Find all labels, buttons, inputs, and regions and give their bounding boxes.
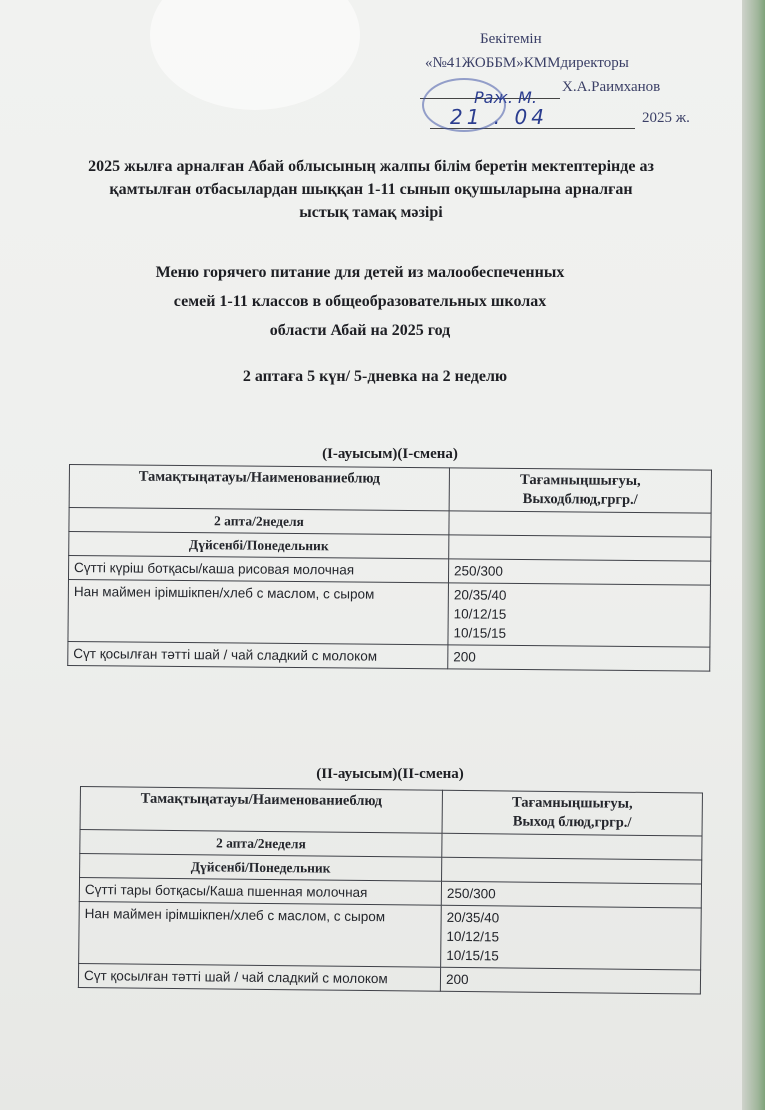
shift-title: (ІІ-ауысым)(ІІ-смена) [316,766,464,782]
header-dish-name: Тамақтыңатауы/Наименованиеблюд [69,465,449,511]
week-label: 2 апта/2неделя [69,508,449,535]
dish-yield [448,583,711,647]
title-russian [40,258,680,345]
header-dish-name: Тамақтыңатауы/Наименованиеблюд [80,787,442,834]
yield-value: 20/35/40 [453,587,507,603]
title-russian-line: семей 1-11 классов в общеобразовательных школах [173,293,547,310]
day-label: Дүйсенбі/Понедельник [69,532,449,559]
empty-cell [442,857,702,884]
schedule-subtitle: 2 аптаға 5 күн/ 5-дневка на 2 неделю [242,368,508,385]
dish-name: Сүт қосылған тәтті шай / чай сладкий с молоком [68,641,448,668]
title-kazakh-line: 2025 жылға арналған Абай облысының жалпы білім беретін мектептерінде аз [88,158,654,175]
week-label: 2 апта/2неделя [80,830,442,858]
dish-yield: 250/300 [448,559,710,585]
approval-director-name: Х.А.Раимханов [562,79,661,95]
dish-yield [441,905,702,970]
approval-year: 2025 ж. [642,110,690,126]
shift-title: (І-ауысым)(І-смена) [322,446,458,462]
header-yield [449,468,711,513]
dish-name: Нан маймен ірімшікпен/хлеб с маслом, с сыром [79,901,442,967]
yield-value: 10/12/15 [453,606,507,622]
approval-heading: Бекітемін [480,31,542,47]
title-kazakh [0,155,742,224]
header-yield [442,790,702,836]
approval-school: «№41ЖОББМ»КММдиректоры [425,55,629,71]
header-yield-line: Выход блюд,гргр./ [512,813,632,831]
handwritten-date: 21 . 04 [450,105,548,129]
day-label: Дүйсенбі/Понедельник [80,854,442,882]
dish-name: Нан маймен ірімшікпен/хлеб с маслом, с сыром [68,579,449,644]
dish-yield: 250/300 [441,881,701,908]
header-yield-line: Тағамныңшығуы, [511,794,633,812]
empty-cell [449,511,711,537]
title-russian-line: области Абай на 2025 год [269,322,451,339]
header-yield-line: Выходблюд,гргр./ [522,490,638,508]
dish-yield: 200 [448,645,710,671]
header-yield-line: Тағамныңшығуы, [519,471,641,489]
dish-name: Сүтті күріш ботқасы/каша рисовая молочная [68,556,448,583]
yield-value: 10/15/15 [453,625,507,641]
dish-name: Сүтті тары ботқасы/Каша пшенная молочная [79,878,441,906]
stamp-seal [422,78,506,132]
title-kazakh-line: қамтылған отбасылардан шыққан 1-11 сынып оқушыларына арналған [109,181,633,198]
empty-cell [449,535,711,561]
menu-table-shift-1 [67,464,712,672]
table-header-row [80,787,702,837]
table-row [79,901,702,970]
dish-name: Сүт қосылған тәтті шай / чай сладкий с молоком [78,963,440,991]
table-row [68,641,710,671]
dish-yield: 200 [440,967,700,994]
table-row [68,579,711,647]
yield-value: 20/35/40 [446,909,500,926]
empty-cell [442,833,702,860]
background-edge [742,0,765,1110]
yield-value: 10/12/15 [446,928,500,945]
handwritten-signature: Раж. М. [474,88,537,107]
table-row [78,963,700,994]
light-glare [150,0,360,110]
table-header-row [69,465,711,514]
title-kazakh-line: ыстық тамақ мәзірі [299,204,443,221]
menu-table-shift-2 [78,786,703,995]
title-russian-line: Меню горячего питание для детей из малообеспеченных [155,264,565,281]
yield-value: 10/15/15 [446,947,499,964]
